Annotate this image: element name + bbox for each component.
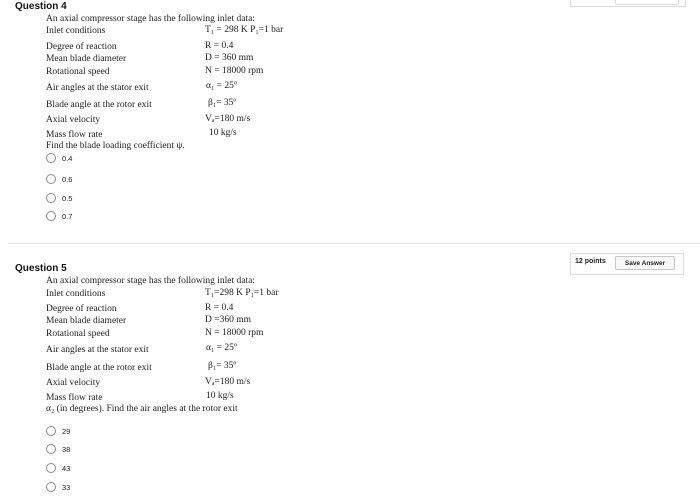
q4-option[interactable]: [46, 153, 72, 163]
q4-prompt: Find the blade loading coefficient ψ.: [46, 141, 185, 151]
q4-row-value: 10 kg/s: [209, 128, 237, 138]
q4-row-value: N = 18000 rpm: [205, 66, 264, 76]
q4-row-value: β₁= 35º: [208, 98, 237, 108]
radio-button[interactable]: [46, 426, 56, 436]
q5-row-label: Mass flow rate: [46, 393, 103, 403]
option-label: 29: [62, 426, 71, 436]
q4-option[interactable]: [46, 174, 72, 184]
option-label: 0.4: [62, 153, 73, 163]
radio-button[interactable]: [46, 463, 56, 473]
q4-row-label: Axial velocity: [46, 115, 101, 125]
q5-row-value: T₁=298 K P₁=1 bar: [205, 288, 279, 298]
q5-prompt: α₂ (in degrees). Find the air angles at the rotor exit: [46, 404, 238, 414]
q5-row-label: Rotational speed: [46, 329, 110, 339]
q4-row-value: Vₐ=180 m/s: [205, 114, 251, 124]
option-label: 0.7: [62, 211, 73, 221]
q4-row-label: Mass flow rate: [46, 130, 103, 140]
q5-row-value: 10 kg/s: [206, 391, 234, 401]
question-divider: [8, 243, 700, 244]
question-4-title: Question 4: [15, 1, 67, 12]
q5-row-label: Axial velocity: [46, 378, 101, 388]
points-label: 12 points: [575, 258, 606, 265]
radio-button[interactable]: [46, 174, 56, 184]
q5-row-value: N = 18000 rpm: [205, 328, 264, 338]
question-5-title: Question 5: [15, 263, 67, 274]
q4-row-value: T₁ = 298 K P₁=1 bar: [205, 25, 284, 35]
q4-row-label: Rotational speed: [46, 67, 110, 77]
q5-row-label: Mean blade diameter: [46, 316, 127, 326]
radio-button[interactable]: [46, 444, 56, 454]
q4-intro: An axial compressor stage has the following inlet data:: [46, 14, 255, 24]
question-4-save-button-edge[interactable]: [615, 0, 679, 5]
q5-row-label: Air angles at the stator exit: [46, 345, 149, 355]
option-label: 0.6: [62, 174, 73, 184]
q4-row-value: D = 360 mm: [205, 53, 254, 63]
q4-row-label: Inlet conditions: [46, 26, 106, 36]
q5-row-value: α₁ = 25º: [206, 343, 237, 353]
save-answer-button[interactable]: Save Answer: [615, 256, 675, 270]
q5-row-label: Blade angle at the rotor exit: [46, 363, 152, 373]
radio-button[interactable]: [46, 211, 56, 221]
q4-row-label: Blade angle at the rotor exit: [46, 100, 152, 110]
q5-option[interactable]: [46, 463, 70, 473]
q4-row-value: R = 0.4: [205, 41, 234, 51]
q4-row-label: Air angles at the stator exit: [46, 83, 149, 93]
q4-row-value: α₁ = 25º: [206, 81, 237, 91]
option-label: 0.5: [62, 193, 73, 203]
radio-button[interactable]: [46, 153, 56, 163]
q4-row-label: Mean blade diameter: [46, 54, 127, 64]
radio-button[interactable]: [46, 482, 56, 492]
q5-option[interactable]: [46, 426, 70, 436]
q5-row-value: β₁= 35º: [208, 361, 237, 371]
q5-row-value: Vₐ=180 m/s: [205, 377, 251, 387]
option-label: 43: [62, 463, 71, 473]
q5-row-label: Inlet conditions: [46, 289, 106, 299]
q5-row-value: D =360 mm: [205, 315, 251, 325]
q5-row-value: R = 0.4: [205, 303, 234, 313]
q4-option[interactable]: [46, 193, 72, 203]
q5-intro: An axial compressor stage has the following inlet data:: [46, 276, 255, 286]
q4-option[interactable]: [46, 211, 72, 221]
q5-option[interactable]: [46, 444, 70, 454]
q5-row-label: Degree of reaction: [46, 304, 117, 314]
option-label: 33: [62, 482, 71, 492]
q4-row-label: Degree of reaction: [46, 42, 117, 52]
option-label: 38: [62, 444, 71, 454]
q5-option[interactable]: [46, 482, 70, 492]
radio-button[interactable]: [46, 193, 56, 203]
